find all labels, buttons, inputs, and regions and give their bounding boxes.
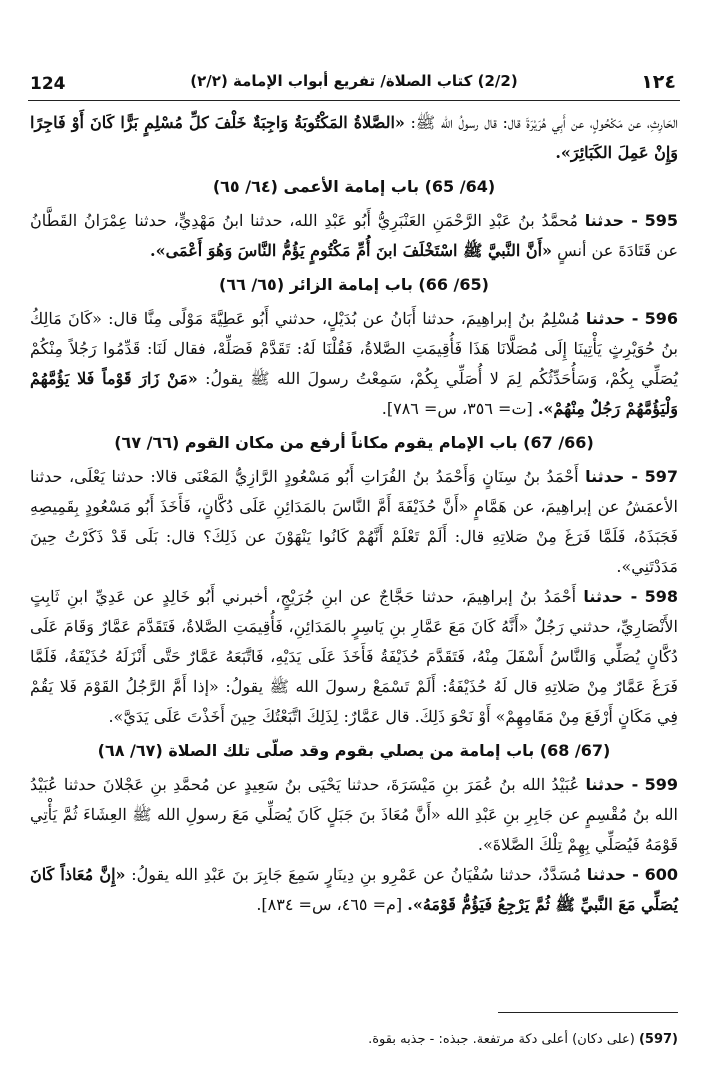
chapter-heading: (64/ 65) باب إمامة الأعمى (٦٤/ ٦٥) xyxy=(212,177,496,196)
running-title: (2/2) كتاب الصلاة/ تفريع أبواب الإمامة (٢/٢) xyxy=(190,72,518,90)
hadith-text: مُسْلِمُ بنُ إبراهِيمَ، حدثنا أَبَانُ عن بُدَيْلٍ، حدثني أَبُو عَطِيَّةَ مَوْلًى مِنَّا قال: «كَانَ مَالِكُ بنُ حُوَيْرِثٍ يَأْتِينَا إِلَى مُصَلَّانَا هَذَا فَأُقِيمَتِ الصَّلاةُ، فَقُلْنَا لَهُ: تَقَدَّمْ فَصَلِّهْ، فقال لَنَا: قَدِّمُوا رَجُلاً مِنْكُمْ يُصَلِّي بِكُمْ، وَسَأُحَدِّثُكُم لِمَ لا أُصَلِّي بِكُمْ، سَمِعْتُ رسولَ الله ﷺ يقولُ: xyxy=(30,309,678,388)
hadith-text: مُسَدَّدٌ، حدثنا سُفْيَانُ عن عَمْرِو بنِ دِينَارٍ سَمِعَ جَابِرَ بنَ عَبْدِ الله يقولُ: xyxy=(125,865,587,884)
hadith-reference: [م= ٤٦٥، س= ٨٣٤]. xyxy=(256,895,408,914)
hadith-lead: - حدثنا xyxy=(585,775,639,794)
hadith-quote: «أَنَّ النَّبيَّ ﷺ اسْتَخْلَفَ ابنَ أُمِّ مَكْتُومٍ يَؤُمُّ النَّاسَ وَهُوَ أَعْمَى». xyxy=(150,241,553,260)
hadith-596 xyxy=(30,304,678,424)
hadith-599 xyxy=(30,770,678,860)
page-number-latin: 124 xyxy=(30,74,66,94)
hadith-lead: - حدثنا xyxy=(586,865,639,884)
hadith-597 xyxy=(30,462,678,582)
hadith-text: عُبَيْدُ الله بنُ عُمَرَ بنِ مَيْسَرَةَ، حدثنا يَحْيَى بنُ سَعِيدٍ عن مُحمَّدِ بنِ عَجْلانَ حدثنا عُبَيْدُ الله بنُ مُقْسِمٍ عن جَابِرِ بنِ عَبْدِ الله xyxy=(30,775,678,824)
chapter-heading: (67/ 68) باب إمامة من يصلي بقوم وقد صلّى تلك الصلاة (٦٧/ ٦٨) xyxy=(97,741,611,760)
hadith-600 xyxy=(30,860,678,920)
hadith-text: مُحمَّدُ بنُ عَبْدِ الرَّحْمَنِ العَنْبَرِيُّ أَبُو عَبْدِ الله، حدثنا ابنُ مَهْدِيٍّ، حدثنا عِمْرَانُ القَطَّانُ عن قَتَادَةَ عن أنسٍ xyxy=(30,211,678,260)
hadith-lead: - حدثنا xyxy=(585,467,639,486)
hadith-text: أَحْمَدُ بنُ سِنَانٍ وَأَحْمَدُ بنُ الفُرَاتِ أَبُو مَسْعُودٍ الرَّازِيُّ المَعْنَى قالا: حدثنا يَعْلَى، حدثنا الأعمَشُ عن إبراهِيمَ، عن هَمَّامٍ xyxy=(30,467,678,516)
hadith-lead: - حدثنا xyxy=(584,211,638,230)
page-number-arabic: ١٢٤ xyxy=(641,71,676,93)
hadith-595 xyxy=(30,206,678,266)
hadith-number: 598 xyxy=(644,587,678,606)
hadith-number: 595 xyxy=(644,211,679,230)
hadith-quote: «أَنَّهُ كَانَ مَعَ عَمَّارِ بنِ يَاسِرٍ بالمَدَائِنِ، فَأُقِيمَتِ الصَّلاةُ، فَتَقَدَّمَ عَمَّارٌ وَقَامَ عَلَى دُكَّانٍ يُصَلِّي وَالنَّاسُ أَسْفَلَ مِنْهُ، فَتَقَدَّمَ حُذَيْفَةُ فَأَخَذَ عَلَى يَدَيْهِ، فَاتَّبَعَهُ عَمَّارٌ حَتَّى أَنْزَلَهُ حُذَيْفَةُ، فَلَمَّا فَرَغَ عَمَّارٌ مِنْ صَلاتِهِ قال لَهُ حُذَيْفَةُ: أَلَمْ تَسْمَعْ رسولَ الله ﷺ يقولُ: «إذا أَمَّ الرَّجُلُ القَوْمَ فَلا يَقُمْ فِي مَكَانٍ أَرْفَعَ مِنْ مَقَامِهِمْ» أَوْ نَحْوَ ذَلِكَ. قال عَمَّارٌ: لِذَلِكَ اتَّبَعْتُكَ حِينَ أَخَذْتَ عَلَى يَدَيَّ». xyxy=(30,617,679,726)
intro-quote: «الصَّلاةُ المَكْتُوبَةُ وَاجِبَةٌ خَلْفَ كلِّ مُسْلِمٍ بَرًّا كَانَ أَوْ فَاجِرًا وَإِنْ عَمِلَ الكَبَائِرَ». xyxy=(30,113,678,162)
main-text xyxy=(30,108,678,920)
hadith-text: أَحْمَدُ بنُ إبراهِيمَ، حدثنا حَجَّاجٌ عن ابنِ جُرَيْجٍ، أخبرني أَبُو خَالِدٍ عن عَدِيِّ ابنِ ثَابِتٍ الأَنْصَارِيِّ، حدثني رَجُلٌ xyxy=(30,587,678,636)
footnote-ref: (597) xyxy=(638,1032,678,1047)
hadith-lead: - حدثنا xyxy=(583,587,638,606)
hadith-number: 600 xyxy=(644,865,679,884)
chapter-heading: (66/ 67) باب الإمام يقوم مكاناً أرفع من مكان القوم (٦٦/ ٦٧) xyxy=(114,433,594,452)
intro-paragraph xyxy=(30,108,678,168)
footnote-divider xyxy=(498,1012,678,1013)
chapter-heading: (65/ 66) باب إمامة الزائر (٦٥/ ٦٦) xyxy=(219,275,489,294)
hadith-quote: «إِنَّ مُعَاذاً كَانَ يُصَلِّي مَعَ النَّبيِّ ﷺ ثُمَّ يَرْجِعُ فَيَؤُمُّ قَوْمَهُ». xyxy=(30,865,678,914)
hadith-quote: «أَنَّ حُذَيْفَةَ أَمَّ النَّاسَ بالمَدَائِنِ عَلَى دُكَّانٍ، فَأَخَذَ أَبُو مَسْعُودٍ بِقَمِيصِهِ فَجَبَذَهُ، فَلَمَّا فَرَغَ مِنْ صَلاتِهِ قال: أَلَمْ تَعْلَمْ أَنَّهُمْ كَانُوا يَنْهَوْنَ عن ذَلِكَ؟ قال: بَلَى قَدْ ذَكَرْتُ حِينَ مَدَدْتَنِي». xyxy=(30,497,678,576)
hadith-quote: «أَنَّ مُعَاذَ بنَ جَبَلٍ كَانَ يُصَلِّي مَعَ رسولِ الله ﷺ العِشَاءَ ثُمَّ يَأْتِي قَوْمَهُ فَيُصَلِّي بِهِمْ تِلْكَ الصَّلاةَ». xyxy=(30,805,678,854)
hadith-lead: - حدثنا xyxy=(585,309,639,328)
hadith-number: 599 xyxy=(644,775,678,794)
footnote-text: (على دكان) أعلى دكة مرتفعة. جبذه: - جذبه بقوة. xyxy=(368,1032,639,1047)
hadith-reference: [ت= ٣٥٦، س= ٧٨٦]. xyxy=(381,399,538,418)
page-header xyxy=(28,66,680,101)
intro-text: الحَارِثِ، عن مَكْحُولٍ، عن أَبِي هُرَيْرَةَ قال: قال رسولُ الله ﷺ: xyxy=(404,113,679,132)
hadith-number: 596 xyxy=(644,309,678,328)
hadith-quote: «مَنْ زَارَ قَوْماً فَلا يَؤُمَّهُمْ وَلْيَؤُمَّهُمْ رَجُلٌ مِنْهُمْ». xyxy=(30,369,678,418)
footnote xyxy=(30,1030,678,1050)
hadith-number: 597 xyxy=(644,467,678,486)
hadith-598 xyxy=(30,582,678,732)
